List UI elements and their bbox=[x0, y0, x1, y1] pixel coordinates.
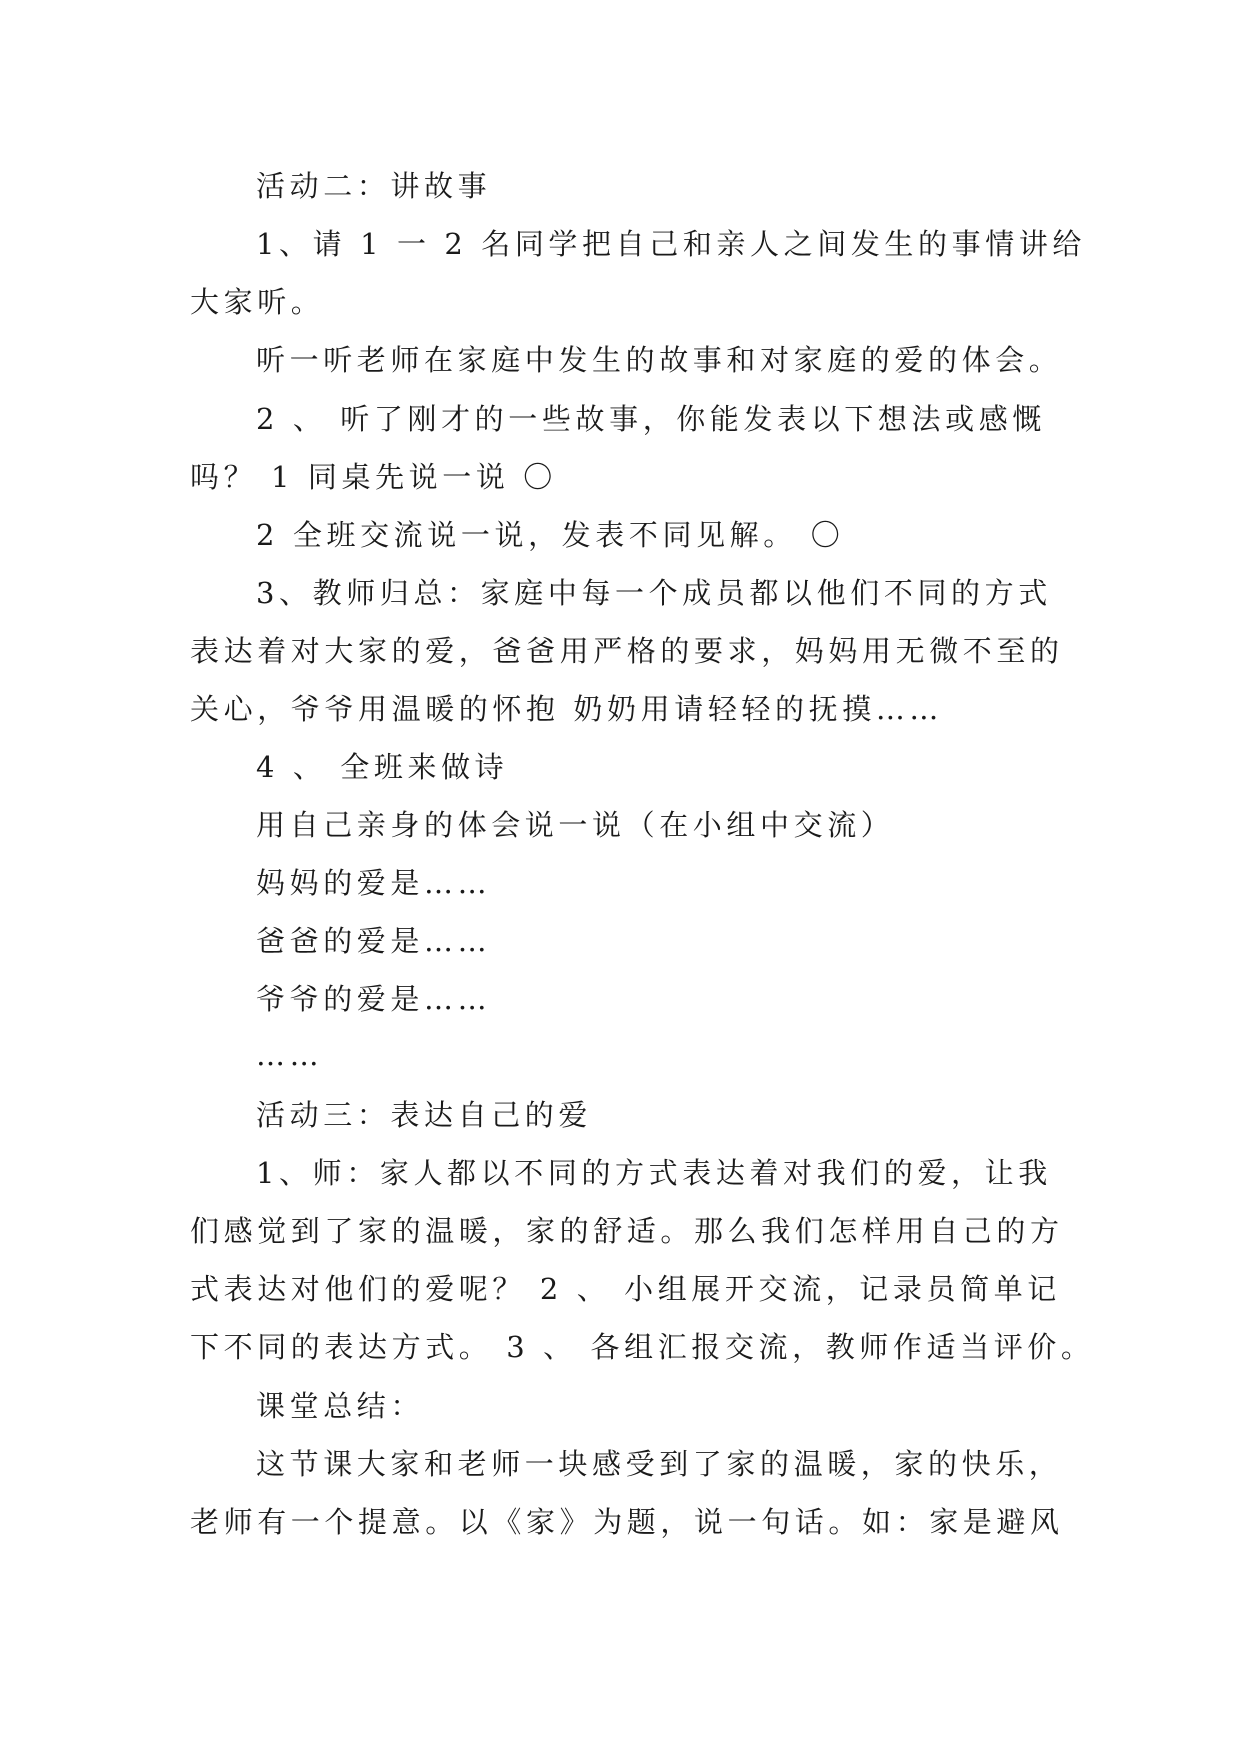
paragraph-line: 爸爸的爱是…… bbox=[256, 924, 492, 958]
paragraph-line: 大家听。 bbox=[190, 285, 325, 319]
paragraph-line: 下不同的表达方式。 3 、 各组汇报交流，教师作适当评价。 bbox=[190, 1330, 1095, 1364]
paragraph-line: 妈妈的爱是…… bbox=[256, 866, 492, 900]
paragraph-line: 式表达对他们的爱呢？ 2 、 小组展开交流，记录员简单记 bbox=[190, 1272, 1061, 1306]
paragraph-line: 4 、 全班来做诗 bbox=[256, 750, 509, 784]
section-heading-activity-three: 活动三：表达自己的爱 bbox=[256, 1098, 593, 1132]
paragraph-line: 听一听老师在家庭中发生的故事和对家庭的爱的体会。 bbox=[256, 343, 1063, 377]
paragraph-line: 1、请 1 一 2 名同学把自己和亲人之间发生的事情讲给 bbox=[256, 227, 1087, 261]
paragraph-line: 2 、 听了刚才的一些故事，你能发表以下想法或感慨 bbox=[256, 402, 1046, 436]
paragraph-line: 这节课大家和老师一块感受到了家的温暖，家的快乐， bbox=[256, 1447, 1063, 1481]
paragraph-line: 关心，爷爷用温暖的怀抱 奶奶用请轻轻的抚摸…… bbox=[190, 692, 944, 726]
paragraph-line: 老师有一个提意。以《家》为题，说一句话。如：家是避风 bbox=[190, 1505, 1064, 1539]
section-heading-activity-two: 活动二：讲故事 bbox=[256, 169, 492, 203]
section-heading-summary: 课堂总结： bbox=[256, 1389, 425, 1423]
paragraph-line: 们感觉到了家的温暖，家的舒适。那么我们怎样用自己的方 bbox=[190, 1214, 1064, 1248]
paragraph-line: 3、教师归总：家庭中每一个成员都以他们不同的方式 bbox=[256, 576, 1052, 610]
paragraph-line: 用自己亲身的体会说一说（在小组中交流） bbox=[256, 808, 895, 842]
paragraph-line: 吗？ 1 同桌先说一说 〇 bbox=[190, 460, 557, 494]
paragraph-line: 1、师：家人都以不同的方式表达着对我们的爱，让我 bbox=[256, 1156, 1052, 1190]
paragraph-line: …… bbox=[256, 1038, 324, 1072]
paragraph-line: 2 全班交流说一说，发表不同见解。 〇 bbox=[256, 518, 845, 552]
paragraph-line: 表达着对大家的爱，爸爸用严格的要求，妈妈用无微不至的 bbox=[190, 634, 1064, 668]
paragraph-line: 爷爷的爱是…… bbox=[256, 982, 492, 1016]
